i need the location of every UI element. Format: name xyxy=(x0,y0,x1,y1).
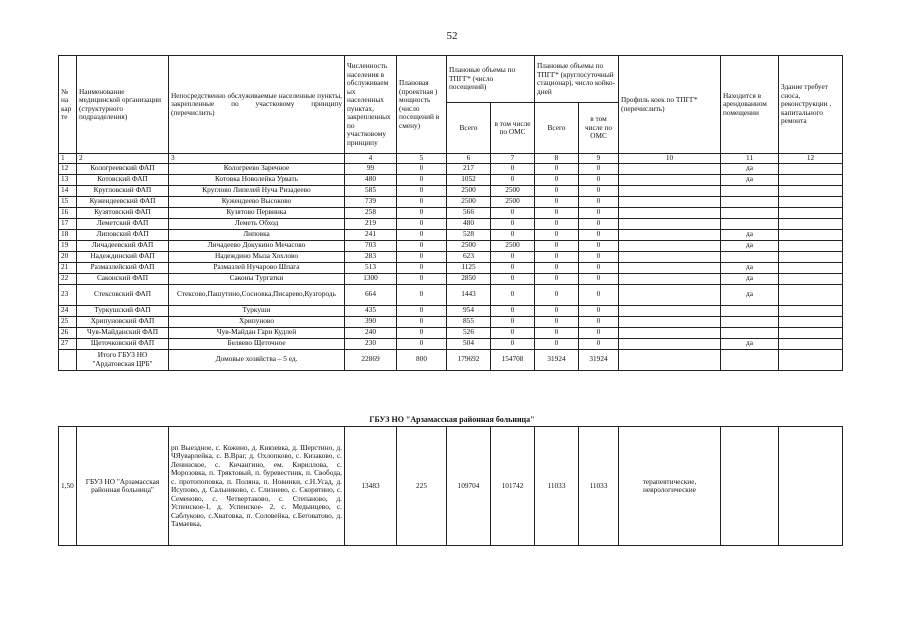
row-beddays-oms: 0 xyxy=(579,196,619,207)
row-rented xyxy=(721,196,779,207)
row-beddays-oms: 0 xyxy=(579,207,619,218)
table-row xyxy=(59,240,843,251)
row-visits-oms: 2500 xyxy=(491,240,535,251)
column-number: 3 xyxy=(169,154,345,164)
total-repair xyxy=(779,349,843,370)
row-number: 18 xyxy=(59,229,77,240)
row-beddays: 0 xyxy=(535,338,579,349)
row-population: 283 xyxy=(345,251,397,262)
hospital-beddays-oms: 11033 xyxy=(579,427,619,546)
row-visits: 954 xyxy=(447,305,491,316)
column-number: 12 xyxy=(779,154,843,164)
row-number: 25 xyxy=(59,316,77,327)
row-beddays: 0 xyxy=(535,196,579,207)
row-population: 390 xyxy=(345,316,397,327)
row-places: Чув-Майдан Гари Кудлей xyxy=(169,327,345,338)
header-col-rented: Находится в арендованном помещении xyxy=(721,56,779,154)
row-beddays: 0 xyxy=(535,163,579,174)
row-capacity: 0 xyxy=(397,316,447,327)
row-visits: 217 xyxy=(447,163,491,174)
row-beddays: 0 xyxy=(535,284,579,305)
row-places: Липовка xyxy=(169,229,345,240)
row-rented: да xyxy=(721,273,779,284)
row-capacity: 0 xyxy=(397,174,447,185)
row-population: 585 xyxy=(345,185,397,196)
row-rented xyxy=(721,327,779,338)
header-col-repair: Здание требует сноса, реконструкции , капитального ремонта xyxy=(779,56,843,154)
row-capacity: 0 xyxy=(397,218,447,229)
table-row xyxy=(59,229,843,240)
row-visits: 2500 xyxy=(447,185,491,196)
row-number: 13 xyxy=(59,174,77,185)
row-profile xyxy=(619,316,721,327)
table-row xyxy=(59,327,843,338)
row-population: 230 xyxy=(345,338,397,349)
hospital-population: 13483 xyxy=(345,427,397,546)
table-row xyxy=(59,251,843,262)
row-population: 703 xyxy=(345,240,397,251)
total-rented xyxy=(721,349,779,370)
total-population: 22869 xyxy=(345,349,397,370)
row-rented xyxy=(721,316,779,327)
row-capacity: 0 xyxy=(397,251,447,262)
hospital-beddays: 11033 xyxy=(535,427,579,546)
row-visits-oms: 2500 xyxy=(491,196,535,207)
hospital-row xyxy=(59,427,843,546)
row-beddays: 0 xyxy=(535,174,579,185)
row-population: 240 xyxy=(345,327,397,338)
row-beddays-oms: 0 xyxy=(579,262,619,273)
row-name: Туркушский ФАП xyxy=(77,305,169,316)
row-places: Туркуши xyxy=(169,305,345,316)
row-profile xyxy=(619,338,721,349)
row-repair xyxy=(779,207,843,218)
row-visits-oms: 0 xyxy=(491,251,535,262)
row-name: Личадеевский ФАП xyxy=(77,240,169,251)
row-number: 16 xyxy=(59,207,77,218)
row-beddays: 0 xyxy=(535,207,579,218)
total-beddays-oms: 31924 xyxy=(579,349,619,370)
table-row xyxy=(59,338,843,349)
row-repair xyxy=(779,338,843,349)
row-profile xyxy=(619,229,721,240)
subheader-visits-oms: в том числе по ОМС xyxy=(491,103,535,154)
row-places: Кузятово Первинка xyxy=(169,207,345,218)
table-row xyxy=(59,262,843,273)
row-beddays: 0 xyxy=(535,251,579,262)
row-visits: 2500 xyxy=(447,240,491,251)
row-name: Липовский ФАП xyxy=(77,229,169,240)
row-beddays: 0 xyxy=(535,229,579,240)
row-number: 15 xyxy=(59,196,77,207)
row-name: Надеждинский ФАП xyxy=(77,251,169,262)
row-profile xyxy=(619,218,721,229)
table-row xyxy=(59,273,843,284)
hospital-places: рп Выездное, с. Кожино, д. Князевка, д. Шерстино, д. ЧЯуварлейка, с. В.Враг, д. Охлопково, с. Кизаково, с. Ленинское, с. Кичангино, ем. Кириллова, с. Морозовка, п. Тряктовый, п. буревестник, п. Свобода, с. протопоповка, п. Поляна, п. Новинки, с.Н.Усад, д. Исупово, д. Сальниково, с. Слизнево, с. Скорятино, с. Семеново, с. Четвертаково, с. Степаново, д. Успенское-1, д. Успенское- 2, с. Медынцево, с. Саблуково, с.Хватовка, п. Соловейка, с.Беговатово, д. Тамаевка, xyxy=(169,427,345,546)
row-beddays-oms: 0 xyxy=(579,316,619,327)
header-col-population: Численность населения в обслуживаем ых населенных пунктах, закрепленных по участковому принципу xyxy=(345,56,397,154)
row-repair xyxy=(779,196,843,207)
row-visits-oms: 0 xyxy=(491,338,535,349)
row-population: 1300 xyxy=(345,273,397,284)
row-beddays: 0 xyxy=(535,262,579,273)
row-profile xyxy=(619,196,721,207)
row-population: 241 xyxy=(345,229,397,240)
row-number: 19 xyxy=(59,240,77,251)
hospital-capacity: 225 xyxy=(397,427,447,546)
row-number: 20 xyxy=(59,251,77,262)
column-number: 1 xyxy=(59,154,77,164)
row-rented: да xyxy=(721,229,779,240)
row-beddays-oms: 0 xyxy=(579,284,619,305)
column-numbers-row xyxy=(59,154,843,164)
row-visits-oms: 0 xyxy=(491,273,535,284)
hospital-number: 1,50 xyxy=(59,427,77,546)
row-capacity: 0 xyxy=(397,327,447,338)
row-rented xyxy=(721,305,779,316)
row-visits: 1125 xyxy=(447,262,491,273)
row-places: Кологреево Заречное xyxy=(169,163,345,174)
column-number: 2 xyxy=(77,154,169,164)
row-population: 258 xyxy=(345,207,397,218)
row-profile xyxy=(619,185,721,196)
row-visits: 2850 xyxy=(447,273,491,284)
total-name: Итого ГБУЗ НО "Ардатовская ЦРБ" xyxy=(77,349,169,370)
row-beddays: 0 xyxy=(535,273,579,284)
row-capacity: 0 xyxy=(397,338,447,349)
row-beddays: 0 xyxy=(535,316,579,327)
row-number: 12 xyxy=(59,163,77,174)
row-visits: 855 xyxy=(447,316,491,327)
total-beddays: 31924 xyxy=(535,349,579,370)
row-number: 14 xyxy=(59,185,77,196)
row-visits-oms: 0 xyxy=(491,305,535,316)
row-visits-oms: 0 xyxy=(491,316,535,327)
row-number: 26 xyxy=(59,327,77,338)
row-visits: 480 xyxy=(447,218,491,229)
row-beddays-oms: 0 xyxy=(579,327,619,338)
total-visits-oms: 154708 xyxy=(491,349,535,370)
row-beddays-oms: 0 xyxy=(579,305,619,316)
row-name: Стексовский ФАП xyxy=(77,284,169,305)
row-number: 23 xyxy=(59,284,77,305)
header-col-number: № на кар те xyxy=(59,56,77,154)
row-visits: 526 xyxy=(447,327,491,338)
section-title: ГБУЗ НО "Арзамасская районная больница" xyxy=(369,415,535,424)
row-rented: да xyxy=(721,174,779,185)
row-population: 480 xyxy=(345,174,397,185)
row-places: Беляево Щеточное xyxy=(169,338,345,349)
row-visits-oms: 2500 xyxy=(491,185,535,196)
row-population: 513 xyxy=(345,262,397,273)
column-number: 4 xyxy=(345,154,397,164)
row-name: Кругловский ФАП xyxy=(77,185,169,196)
row-capacity: 0 xyxy=(397,284,447,305)
row-number: 17 xyxy=(59,218,77,229)
row-places: Котовка Новолейка Урвать xyxy=(169,174,345,185)
row-rented: да xyxy=(721,163,779,174)
row-name: Кузятовский ФАП xyxy=(77,207,169,218)
total-number xyxy=(59,349,77,370)
row-name: Кужендеевский ФАП xyxy=(77,196,169,207)
row-number: 22 xyxy=(59,273,77,284)
row-visits-oms: 0 xyxy=(491,327,535,338)
row-places: Хрипуново xyxy=(169,316,345,327)
row-capacity: 0 xyxy=(397,262,447,273)
row-repair xyxy=(779,251,843,262)
row-beddays: 0 xyxy=(535,185,579,196)
hospital-table xyxy=(58,426,843,546)
row-beddays-oms: 0 xyxy=(579,240,619,251)
row-population: 664 xyxy=(345,284,397,305)
subheader-beddays-oms: в том числе по ОМС xyxy=(579,103,619,154)
row-capacity: 0 xyxy=(397,163,447,174)
row-profile xyxy=(619,273,721,284)
row-name: Размазлейский ФАП xyxy=(77,262,169,273)
row-beddays: 0 xyxy=(535,327,579,338)
row-beddays-oms: 0 xyxy=(579,218,619,229)
row-beddays-oms: 0 xyxy=(579,185,619,196)
row-visits-oms: 0 xyxy=(491,163,535,174)
row-repair xyxy=(779,284,843,305)
hospital-name: ГБУЗ НО "Арзамасская районная больница" xyxy=(77,427,169,546)
header-col-visits: Плановые объемы по ТПГГ* (число посещений) xyxy=(447,56,535,103)
total-capacity: 800 xyxy=(397,349,447,370)
column-number: 5 xyxy=(397,154,447,164)
row-beddays-oms: 0 xyxy=(579,229,619,240)
row-beddays-oms: 0 xyxy=(579,273,619,284)
row-places: Саконы Тургатки xyxy=(169,273,345,284)
row-visits-oms: 0 xyxy=(491,207,535,218)
table-row xyxy=(59,305,843,316)
row-repair xyxy=(779,163,843,174)
row-name: Хрипуновский ФАП xyxy=(77,316,169,327)
column-number: 10 xyxy=(619,154,721,164)
row-rented: да xyxy=(721,240,779,251)
row-visits-oms: 0 xyxy=(491,229,535,240)
total-places: Домовые хозяйства – 5 ед. xyxy=(169,349,345,370)
row-population: 219 xyxy=(345,218,397,229)
row-rented xyxy=(721,207,779,218)
row-capacity: 0 xyxy=(397,273,447,284)
column-number: 7 xyxy=(491,154,535,164)
row-name: Щеточковский ФАП xyxy=(77,338,169,349)
row-number: 24 xyxy=(59,305,77,316)
column-number: 6 xyxy=(447,154,491,164)
table-row xyxy=(59,163,843,174)
column-number: 8 xyxy=(535,154,579,164)
row-profile xyxy=(619,240,721,251)
hospital-repair xyxy=(779,427,843,546)
row-capacity: 0 xyxy=(397,305,447,316)
row-beddays-oms: 0 xyxy=(579,251,619,262)
header-col-capacity: Плановая (проектная ) мощность (число посещений в смену) xyxy=(397,56,447,154)
row-profile xyxy=(619,163,721,174)
header-col-profile: Профиль коек по ТПГГ* (перечислить) xyxy=(619,56,721,154)
row-profile xyxy=(619,327,721,338)
row-profile xyxy=(619,284,721,305)
row-capacity: 0 xyxy=(397,207,447,218)
row-number: 27 xyxy=(59,338,77,349)
row-beddays-oms: 0 xyxy=(579,163,619,174)
row-rented: да xyxy=(721,262,779,273)
row-places: Леметь Обход xyxy=(169,218,345,229)
row-beddays: 0 xyxy=(535,240,579,251)
row-capacity: 0 xyxy=(397,196,447,207)
table-row xyxy=(59,196,843,207)
row-visits: 566 xyxy=(447,207,491,218)
header-row xyxy=(59,56,843,103)
row-name: Леметский ФАП xyxy=(77,218,169,229)
row-population: 739 xyxy=(345,196,397,207)
row-name: Чув-Майданский ФАП xyxy=(77,327,169,338)
row-beddays-oms: 0 xyxy=(579,338,619,349)
row-visits-oms: 0 xyxy=(491,284,535,305)
table-row xyxy=(59,185,843,196)
row-rented: да xyxy=(721,338,779,349)
row-visits: 504 xyxy=(447,338,491,349)
row-repair xyxy=(779,262,843,273)
column-number: 9 xyxy=(579,154,619,164)
row-capacity: 0 xyxy=(397,240,447,251)
column-number: 11 xyxy=(721,154,779,164)
row-repair xyxy=(779,316,843,327)
row-places: Круглово Липелей Нуча Ризадеево xyxy=(169,185,345,196)
row-visits-oms: 0 xyxy=(491,174,535,185)
row-visits-oms: 0 xyxy=(491,262,535,273)
row-repair xyxy=(779,240,843,251)
total-profile xyxy=(619,349,721,370)
row-rented xyxy=(721,218,779,229)
row-repair xyxy=(779,305,843,316)
subheader-beddays-total: Всего xyxy=(535,103,579,154)
row-repair xyxy=(779,327,843,338)
row-number: 21 xyxy=(59,262,77,273)
header-col-name: Наименование медицинской организации (структурного подразделения) xyxy=(77,56,169,154)
row-repair xyxy=(779,273,843,284)
row-visits-oms: 0 xyxy=(491,218,535,229)
row-rented xyxy=(721,251,779,262)
row-population: 99 xyxy=(345,163,397,174)
hospital-visits: 109704 xyxy=(447,427,491,546)
row-profile xyxy=(619,262,721,273)
hospital-visits-oms: 101742 xyxy=(491,427,535,546)
hospital-profile: терапевтические, неврологические xyxy=(619,427,721,546)
table-row xyxy=(59,284,843,305)
row-name: Котовский ФАП xyxy=(77,174,169,185)
row-profile xyxy=(619,174,721,185)
row-visits: 528 xyxy=(447,229,491,240)
row-beddays-oms: 0 xyxy=(579,174,619,185)
row-name: Кологреевский ФАП xyxy=(77,163,169,174)
row-beddays: 0 xyxy=(535,305,579,316)
row-places: Кужендеево Высоково xyxy=(169,196,345,207)
hospital-rented xyxy=(721,427,779,546)
table-row xyxy=(59,316,843,327)
row-population: 435 xyxy=(345,305,397,316)
row-repair xyxy=(779,218,843,229)
row-rented: да xyxy=(721,284,779,305)
header-col-places: Непосредственно обслуживаемые населенные пункты, закрепленные по участковому принципу (перечислить) xyxy=(169,56,345,154)
header-col-beddays: Плановые объемы по ТПГГ* (круглосуточный стационар), число койко-дней xyxy=(535,56,619,103)
row-profile xyxy=(619,251,721,262)
row-places: Надеждино Мыза Хохлово xyxy=(169,251,345,262)
row-repair xyxy=(779,185,843,196)
facilities-table xyxy=(58,55,843,371)
row-name: Саконский ФАП xyxy=(77,273,169,284)
row-places: Личадеево Докукино Мечасово xyxy=(169,240,345,251)
row-capacity: 0 xyxy=(397,185,447,196)
total-visits: 179692 xyxy=(447,349,491,370)
table-row xyxy=(59,218,843,229)
row-rented xyxy=(721,185,779,196)
row-profile xyxy=(619,305,721,316)
subheader-visits-total: Всего xyxy=(447,103,491,154)
table-body xyxy=(59,163,843,349)
table-row xyxy=(59,207,843,218)
row-repair xyxy=(779,174,843,185)
row-places: Стексово,Пашутино,Сосновка,Писарево,Кузгородь xyxy=(169,284,345,305)
row-visits: 1052 xyxy=(447,174,491,185)
row-places: Размазлей Нучарово Шпага xyxy=(169,262,345,273)
page-number: 52 xyxy=(446,30,458,42)
row-profile xyxy=(619,207,721,218)
row-capacity: 0 xyxy=(397,229,447,240)
row-repair xyxy=(779,229,843,240)
row-beddays: 0 xyxy=(535,218,579,229)
row-visits: 1443 xyxy=(447,284,491,305)
total-row xyxy=(59,349,843,370)
table-row xyxy=(59,174,843,185)
row-visits: 623 xyxy=(447,251,491,262)
row-visits: 2500 xyxy=(447,196,491,207)
